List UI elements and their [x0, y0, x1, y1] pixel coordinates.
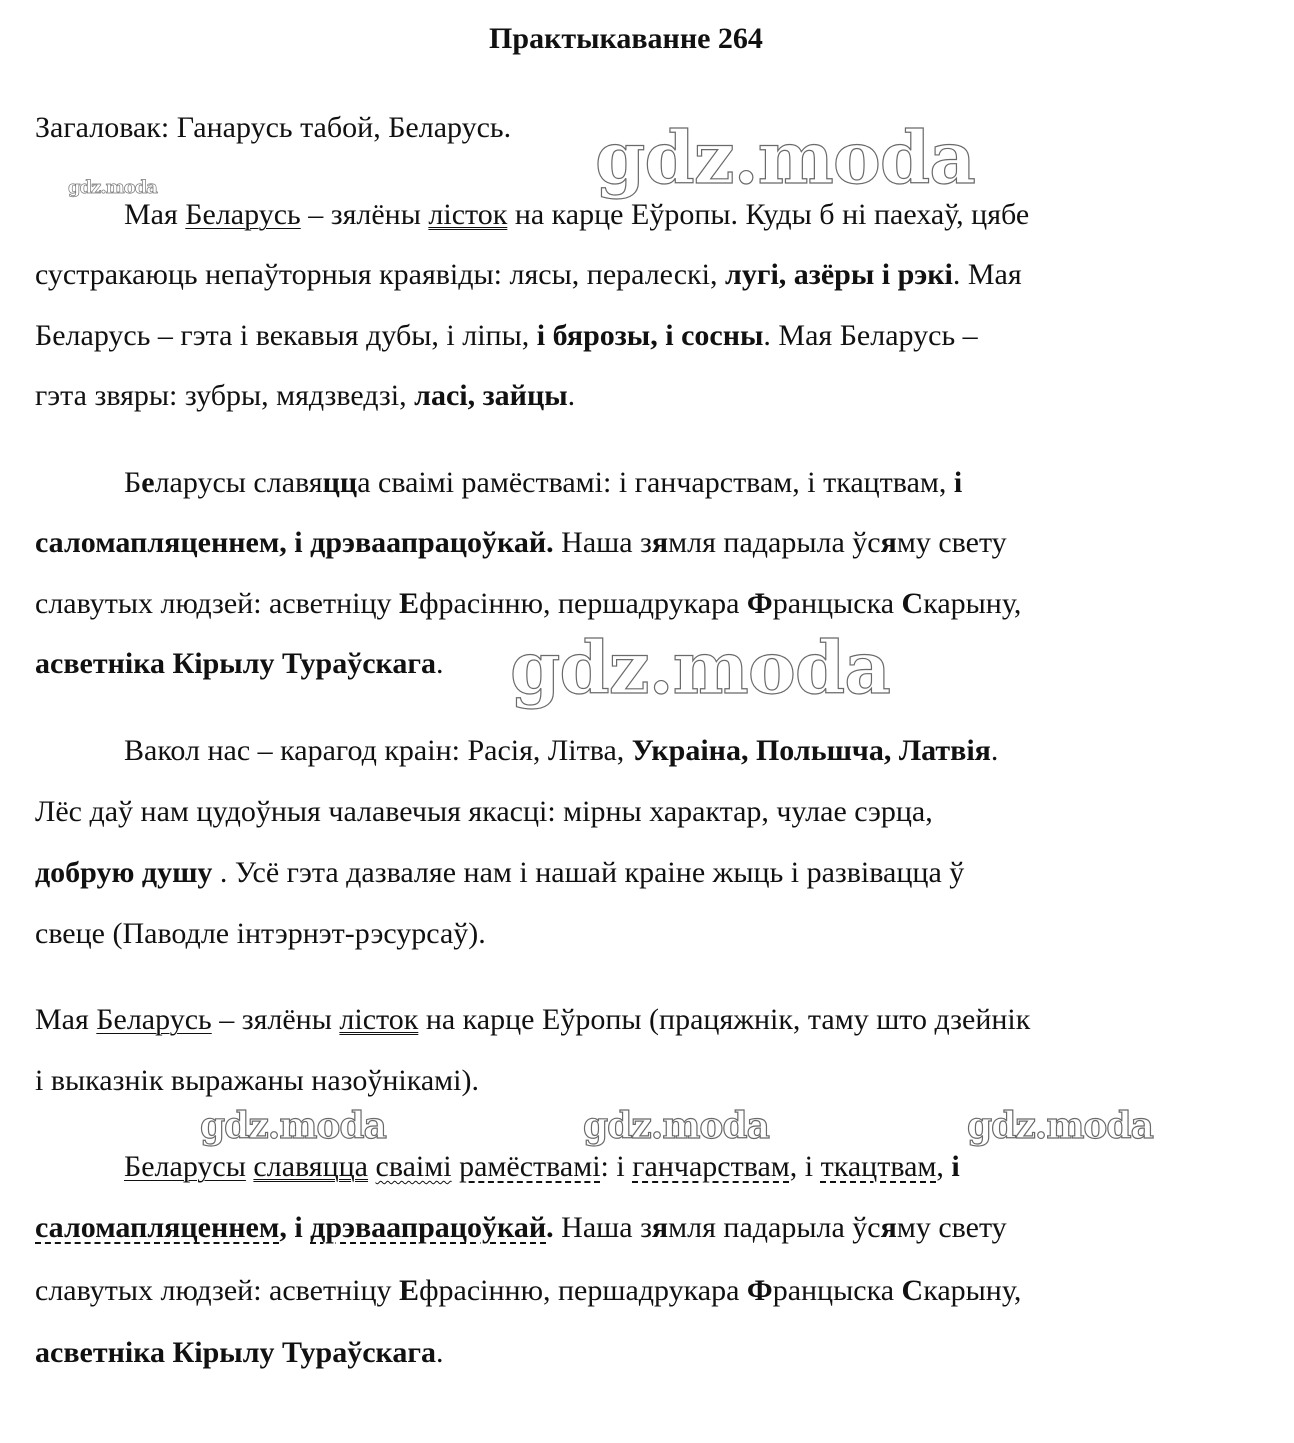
- analysis-line-1: Мая Беларусь – зялёны лісток на карце Еўропы (працяжнік, таму што дзейнік: [35, 1003, 1031, 1036]
- watermark-top: gdz.moda: [595, 115, 975, 200]
- page-title: Практыкаванне 264: [489, 22, 763, 55]
- p1-line-4: гэта звяры: зубры, мядзведзі, ласі, зайцы.: [35, 379, 576, 412]
- p1-line-3: Беларусь – гэта і векавыя дубы, і ліпы, і бярозы, і сосны. Мая Беларусь –: [35, 319, 978, 352]
- analysis-line-2: і выказнік выражаны назоўнікамі).: [35, 1064, 479, 1097]
- p2-line-1: Беларусы славяцца сваімі рамёствамі: і ганчарствам, і ткацтвам, і: [124, 466, 963, 499]
- watermark-bottom-right: gdz.moda: [967, 1105, 1153, 1147]
- p4-line-2: саломапляценнем, і дрэваапрацоўкай. Наша зямля падарыла ўсяму свету: [35, 1211, 1007, 1244]
- p1-line-2: сустракаюць непаўторныя краявіды: лясы, пералескі, лугі, азёры і рэкі. Мая: [35, 258, 1022, 291]
- p3-line-3: добрую душу . Усё гэта дазваляе нам і нашай краіне жыць і развівацца ў: [35, 856, 965, 889]
- p4-line-1: Беларусы славяцца сваімі рамёствамі: і ганчарствам, і ткацтвам, і: [124, 1150, 960, 1183]
- p2-line-3: славутых людзей: асветніцу Ефрасінню, першадрукара Францыска Скарыну,: [35, 587, 1022, 620]
- watermark-bottom-center: gdz.moda: [583, 1105, 769, 1147]
- p3-line-1: Вакол нас – карагод краін: Расія, Літва, Украіна, Польшча, Латвія.: [124, 734, 999, 767]
- watermark-small: gdz.moda: [68, 177, 157, 198]
- heading-line: Загаловак: Ганарусь табой, Беларусь.: [35, 111, 512, 144]
- p3-line-2: Лёс даў нам цудоўныя чалавечыя якасці: мірны характар, чулае сэрца,: [35, 795, 933, 828]
- p2-line-4: асветніка Кірылу Тураўскага.: [35, 647, 444, 680]
- p3-line-4: свеце (Паводле інтэрнэт-рэсурсаў).: [35, 917, 486, 950]
- p1-line-1: Мая Беларусь – зялёны лісток на карце Еўропы. Куды б ні паехаў, цябе: [124, 198, 1030, 231]
- p4-line-4: асветніка Кірылу Тураўскага.: [35, 1336, 444, 1369]
- watermark-bottom-left: gdz.moda: [200, 1105, 386, 1147]
- p4-line-3: славутых людзей: асветніцу Ефрасінню, першадрукара Францыска Скарыну,: [35, 1274, 1022, 1307]
- p2-line-2: саломапляценнем, і дрэваапрацоўкай. Наша зямля падарыла ўсяму свету: [35, 526, 1007, 559]
- watermark-middle: gdz.moda: [510, 625, 890, 710]
